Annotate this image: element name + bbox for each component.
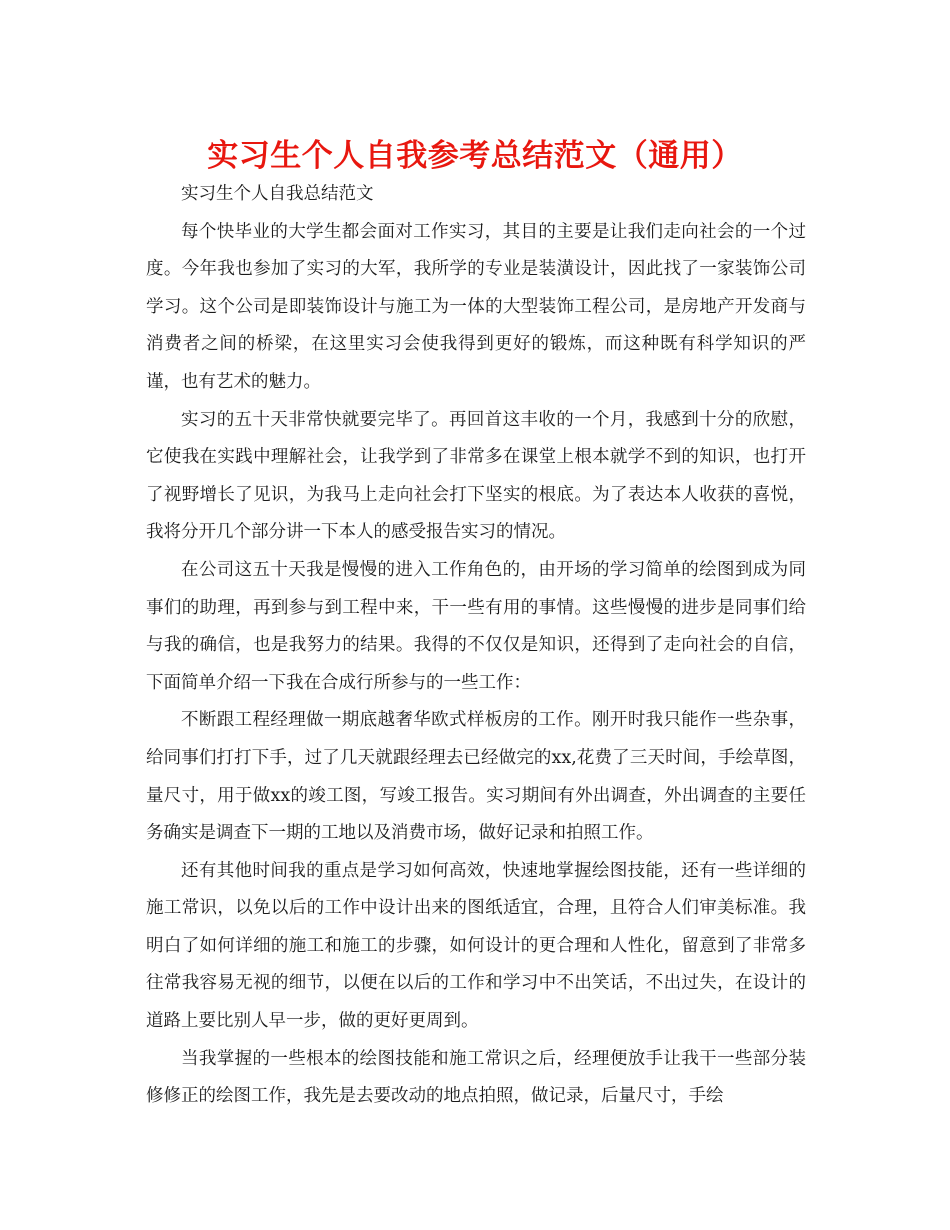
paragraph-4: 不断跟工程经理做一期底越奢华欧式样板房的工作。刚开时我只能作一些杂事，给同事们打打下手，过了几天就跟经理去已经做完的xx,花费了三天时间，手绘草图，量尺寸，用于做xx的竣工图，写竣工报告。实习期间有外出调查，外出调查的主要任务确实是调查下一期的工地以及消费市场，做好记录和拍照工作。 [146, 710, 806, 844]
paragraph-2: 实习的五十天非常快就要完毕了。再回首这丰收的一个月，我感到十分的欣慰，它使我在实践中理解社会，让我学到了非常多在课堂上根本就学不到的知识，也打开了视野增长了见识，为我马上走向社会打下坚实的根底。为了表达本人收获的喜悦，我将分开几个部分讲一下本人的感受报告实习的情况。 [146, 409, 806, 543]
document-subtitle: 实习生个人自我总结范文 [181, 184, 374, 204]
paragraph-3: 在公司这五十天我是慢慢的进入工作角色的，由开场的学习简单的绘图到成为同事们的助理，再到参与到工程中来，干一些有用的事情。这些慢慢的进步是同事们给与我的确信，也是我努力的结果。我得的不仅仅是知识，还得到了走向社会的自信，下面简单介绍一下我在合成行所参与的一些工作： [146, 559, 806, 693]
document-title: 实习生个人自我参考总结范文（通用） [207, 138, 743, 174]
document-body [146, 176, 806, 1116]
paragraph-1: 每个快毕业的大学生都会面对工作实习，其目的主要是让我们走向社会的一个过度。今年我也参加了实习的大军，我所学的专业是装潢设计，因此找了一家装饰公司学习。这个公司是即装饰设计与施工为一体的大型装饰工程公司，是房地产开发商与消费者之间的桥梁，在这里实习会使我得到更好的锻炼，而这种既有科学知识的严谨，也有艺术的魅力。 [146, 221, 806, 392]
paragraph-6: 当我掌握的一些根本的绘图技能和施工常识之后，经理便放手让我干一些部分装修修正的绘图工作，我先是去要改动的地点拍照，做记录，后量尺寸，手绘 [146, 1048, 806, 1107]
paragraph-5: 还有其他时间我的重点是学习如何高效，快速地掌握绘图技能，还有一些详细的施工常识，以免以后的工作中设计出来的图纸适宜，合理，且符合人们审美标准。我明白了如何详细的施工和施工的步骤，如何设计的更合理和人性化，留意到了非常多往常我容易无视的细节，以便在以后的工作和学习中不出笑话，不出过失，在设计的道路上要比别人早一步，做的更好更周到。 [146, 860, 806, 1032]
